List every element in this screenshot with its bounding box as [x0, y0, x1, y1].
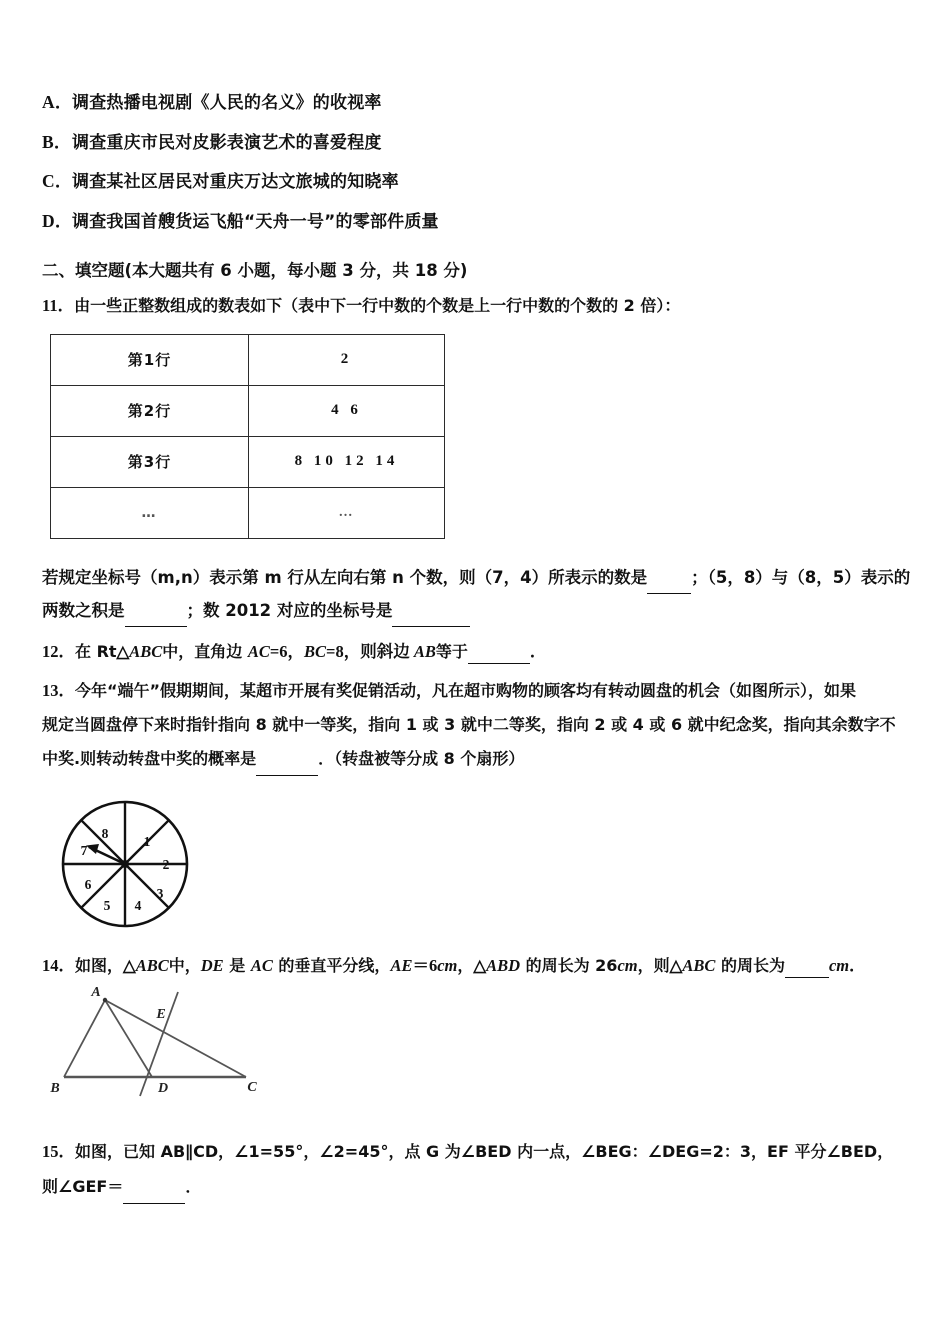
question-13-line-2 — [42, 708, 922, 742]
choice-letter-a: A． — [42, 92, 73, 112]
table-cell-row-values: … — [249, 487, 445, 538]
wheel-sector-label-5: 5 — [103, 897, 111, 913]
triangle-abc-figure — [46, 984, 922, 1107]
table-cell-row-label: 第3行 — [51, 436, 249, 487]
question-12-text-3: =6， — [269, 641, 305, 661]
question-14-text-7: 的周长为 26 — [520, 955, 618, 975]
table-row — [51, 334, 445, 385]
segment-ad — [105, 1000, 152, 1077]
question-12-number: 12． — [42, 641, 75, 661]
question-12-text-1: 在 Rt — [75, 641, 117, 661]
question-13-number: 13． — [42, 681, 75, 701]
wheel-sector-label-3: 3 — [156, 885, 164, 901]
vertex-label-c: C — [247, 1079, 257, 1095]
question-14-text-2: 中， — [168, 955, 201, 975]
table-cell-row-label: 第1行 — [51, 334, 249, 385]
question-11-tail-text-c: 两数之积是 — [42, 600, 125, 620]
question-15-line-1 — [42, 1135, 922, 1170]
question-15 — [42, 1135, 922, 1204]
segment-ab — [64, 1000, 105, 1077]
label-ac: AC — [250, 955, 273, 975]
question-12-period: ． — [529, 641, 547, 661]
question-15-text-line-2a: 则∠GEF＝ — [42, 1176, 124, 1196]
question-14-period: ． — [849, 955, 866, 975]
segment-ac — [105, 1000, 246, 1077]
question-15-number: 15． — [42, 1141, 75, 1161]
table-cell-row-values: 2 — [249, 334, 445, 385]
question-11-stem — [42, 293, 922, 318]
unit-cm: cm — [828, 955, 850, 975]
question-12 — [42, 639, 922, 664]
question-13-text-line-3b: ．（转盘被等分成 8 个扇形） — [318, 748, 525, 768]
spinner-wheel-figure — [48, 792, 922, 937]
table-row — [51, 385, 445, 436]
question-14 — [42, 953, 922, 978]
question-14-number: 14． — [42, 955, 75, 975]
label-ae: AE — [390, 955, 413, 975]
table-row — [51, 436, 445, 487]
question-13-text-line-2: 规定当圆盘停下来时指针指向 8 就中一等奖，指向 1 或 3 就中二等奖，指向 2 或 4 或 6 就中纪念奖，指向其余数字不 — [42, 714, 896, 734]
table-cell-row-label: 第2行 — [51, 385, 249, 436]
question-12-text-2: 中，直角边 — [162, 641, 248, 661]
triangle-symbol: △ — [669, 955, 683, 975]
question-14-text-6: ， — [457, 955, 474, 975]
question-12-text-4: =8，则斜边 — [326, 641, 414, 661]
unit-cm: cm — [617, 955, 638, 975]
triangle-symbol: △ — [123, 955, 136, 975]
question-13-text-line-3a: 中奖.则转动转盘中奖的概率是 — [42, 748, 257, 768]
spinner-wheel-svg — [48, 792, 218, 932]
table-row — [51, 487, 445, 538]
label-abc: ABC — [129, 641, 163, 661]
question-13-text-line-1: 今年“端午”假期期间，某超市开展有奖促销活动，凡在超市购物的顾客均有转动圆盘的机会（如图所示），如果 — [75, 681, 857, 701]
choice-option-a — [42, 88, 922, 114]
question-14-text-4: 的垂直平分线， — [272, 955, 391, 975]
label-abc: ABC — [682, 955, 716, 975]
question-14-text-5: ＝6 — [412, 955, 438, 975]
label-ab: AB — [413, 641, 436, 661]
number-table — [50, 334, 445, 539]
unit-cm: cm — [437, 955, 458, 975]
question-14-text-1: 如图， — [75, 955, 124, 975]
choice-letter-d: D． — [42, 210, 73, 231]
answer-blank[interactable] — [647, 578, 691, 594]
question-11-tail-text-d: ；数 2012 对应的坐标号是 — [186, 600, 393, 620]
page-content — [42, 88, 922, 1210]
choice-text-b: 调查重庆市民对皮影表演艺术的喜爱程度 — [72, 132, 382, 153]
vertex-label-e: E — [156, 1006, 166, 1022]
answer-blank[interactable] — [468, 648, 530, 664]
question-14-text-3: 是 — [223, 955, 251, 975]
answer-blank[interactable] — [392, 611, 470, 627]
question-11-text: 由一些正整数组成的数表如下（表中下一行中数的个数是上一行中数的个数的 2 倍）： — [74, 295, 681, 315]
wheel-sector-label-2: 2 — [162, 856, 170, 872]
answer-blank[interactable] — [125, 611, 187, 627]
answer-blank[interactable] — [785, 962, 829, 978]
choice-text-a: 调查热播电视剧《人民的名义》的收视率 — [72, 93, 382, 113]
question-14-text-8: ，则 — [637, 955, 670, 975]
question-11-tail-line-1 — [42, 561, 922, 594]
question-11-tail-text-a: 若规定坐标号（m,n）表示第 m 行从左向右第 n 个数，则（7，4）所表示的数是 — [42, 567, 648, 587]
wheel-sector-label-6: 6 — [84, 876, 92, 892]
question-15-text-line-1: 如图，已知 AB∥CD，∠1=55°，∠2=45°，点 G 为∠BED 内一点，∠BEG：∠DEG=2：3，EF 平分∠BED， — [75, 1141, 894, 1161]
question-15-line-2 — [42, 1170, 922, 1205]
table-cell-row-values: 8 10 12 14 — [249, 436, 445, 487]
wheel-sector-label-8: 8 — [101, 825, 109, 841]
question-11-number: 11． — [42, 295, 75, 315]
wheel-sector-label-4: 4 — [134, 897, 142, 913]
label-bc: BC — [304, 641, 327, 661]
question-14-text-9: 的周长为 — [715, 955, 785, 975]
choice-letter-b: B． — [42, 131, 72, 152]
vertex-dot-a — [103, 998, 107, 1002]
label-abd: ABD — [486, 955, 521, 975]
choice-option-b — [42, 128, 922, 154]
question-11-tail-text-b: ；（5，8）与（8，5）表示的 — [691, 567, 911, 587]
label-abc: ABC — [135, 955, 169, 975]
table-cell-row-values: 4 6 — [249, 385, 445, 436]
answer-blank[interactable] — [256, 760, 318, 776]
wheel-group — [63, 802, 187, 926]
answer-blank[interactable] — [123, 1188, 185, 1204]
question-12-text-5: 等于 — [435, 641, 468, 661]
vertex-label-d: D — [157, 1080, 169, 1096]
label-de: DE — [200, 955, 224, 975]
question-15-text-line-2b: ． — [185, 1176, 202, 1196]
choice-letter-c: C． — [42, 171, 73, 191]
question-11-tail — [42, 561, 922, 627]
choice-option-d — [42, 207, 922, 233]
label-ac: AC — [247, 641, 270, 661]
choice-text-d: 调查我国首艘货运飞船“天舟一号”的零部件质量 — [72, 211, 439, 232]
wheel-sector-label-7: 7 — [80, 842, 88, 858]
table-cell-row-label: … — [51, 487, 249, 538]
vertex-label-a: A — [91, 984, 101, 1000]
choice-option-c — [42, 167, 922, 193]
wheel-sector-label-1: 1 — [143, 833, 151, 849]
vertex-label-b: B — [50, 1080, 60, 1096]
triangle-abc-svg — [46, 984, 276, 1102]
choice-text-c: 调查某社区居民对重庆万达文旅城的知晓率 — [72, 172, 399, 192]
triangle-group — [49, 985, 257, 1096]
question-13-line-3 — [42, 742, 922, 776]
question-11-tail-line-2 — [42, 594, 922, 627]
section-heading-fill-in-blank: 二、填空题(本大题共有 6 小题，每小题 3 分，共 18 分) — [42, 260, 468, 280]
question-13 — [42, 674, 922, 775]
triangle-symbol: △ — [473, 955, 487, 975]
triangle-symbol: △ — [116, 641, 130, 661]
question-13-line-1 — [42, 674, 922, 708]
